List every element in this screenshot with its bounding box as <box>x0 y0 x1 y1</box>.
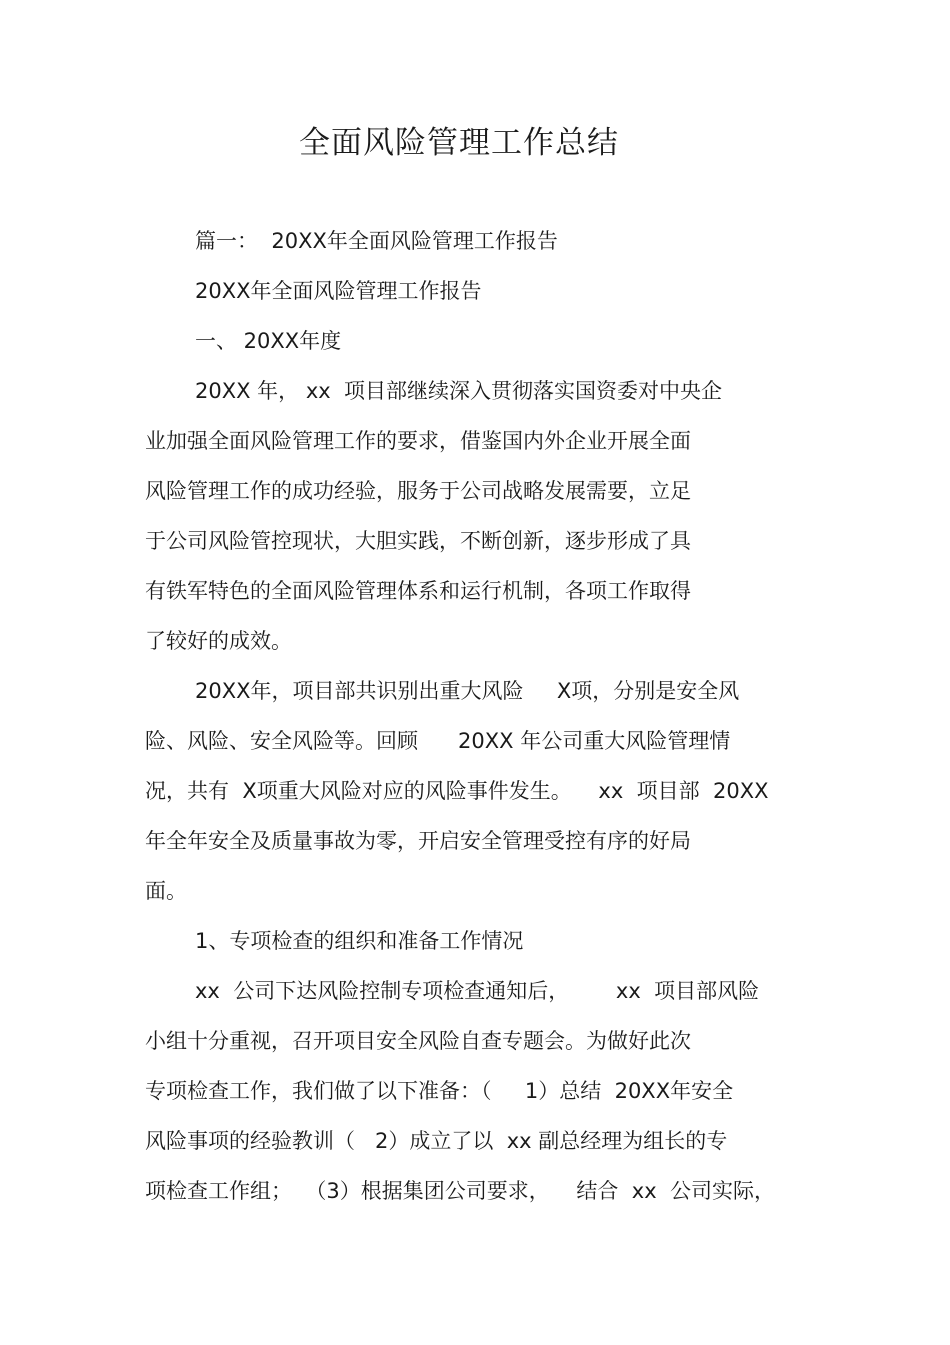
paragraph-line: 况，共有 X项重大风险对应的风险事件发生。 xx 项目部 20XX <box>145 779 769 803</box>
paragraph-line: 20XX年，项目部共识别出重大风险 X项，分别是安全风 <box>195 679 740 703</box>
paragraph-line: 了较好的成效。 <box>145 629 292 653</box>
section-heading: 篇一： 20XX年全面风险管理工作报告 <box>195 229 558 253</box>
paragraph-line: 项检查工作组； （3）根据集团公司要求， 结合 xx 公司实际， <box>145 1179 775 1203</box>
paragraph-line: 险、风险、安全风险等。回顾 20XX 年公司重大风险管理情 <box>145 729 731 753</box>
paragraph-line: 专项检查工作，我们做了以下准备：（ 1）总结 20XX年安全 <box>145 1079 734 1103</box>
document-title: 全面风险管理工作总结 <box>299 125 619 161</box>
paragraph-line: 风险管理工作的成功经验，服务于公司战略发展需要，立足 <box>145 479 691 503</box>
report-title: 20XX年全面风险管理工作报告 <box>195 279 482 303</box>
subsection-heading: 一、 20XX年度 <box>195 329 342 353</box>
subsection-heading: 1、专项检查的组织和准备工作情况 <box>195 929 524 953</box>
paragraph-line: 有铁军特色的全面风险管理体系和运行机制，各项工作取得 <box>145 579 691 603</box>
paragraph-line: 面。 <box>145 879 187 903</box>
paragraph-line: 20XX 年， xx 项目部继续深入贯彻落实国资委对中央企 <box>195 379 723 403</box>
paragraph-line: 于公司风险管控现状，大胆实践，不断创新，逐步形成了具 <box>145 529 691 553</box>
paragraph-line: 小组十分重视，召开项目安全风险自查专题会。为做好此次 <box>145 1029 691 1053</box>
paragraph-line: 业加强全面风险管理工作的要求，借鉴国内外企业开展全面 <box>145 429 691 453</box>
paragraph-line: 年全年安全及质量事故为零，开启安全管理受控有序的好局 <box>145 829 691 853</box>
paragraph-line: xx 公司下达风险控制专项检查通知后， xx 项目部风险 <box>195 979 760 1003</box>
paragraph-line: 风险事项的经验教训（ 2）成立了以 xx 副总经理为组长的专 <box>145 1129 728 1153</box>
